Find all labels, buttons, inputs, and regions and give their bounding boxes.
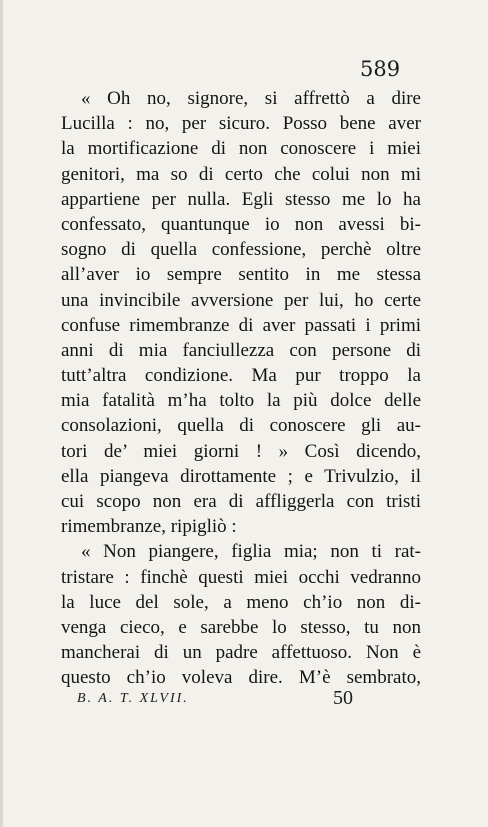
page-footer bbox=[77, 687, 357, 711]
text-line: confuse rimembranze di aver passati i primi bbox=[61, 314, 421, 336]
text-line: tristare : finchè questi miei occhi vedranno bbox=[61, 566, 421, 588]
text-line: sogno di quella confessione, perchè oltre bbox=[61, 239, 421, 261]
text-line: genitori, ma so di certo che colui non mi bbox=[61, 163, 421, 185]
text-line: « Non piangere, figlia mia; non ti rat- bbox=[81, 541, 421, 563]
text-line: una invincibile avversione per lui, ho certe bbox=[61, 289, 421, 311]
text-line: tutt’altra condizione. Ma pur troppo la bbox=[61, 365, 421, 387]
text-line: « Oh no, signore, si affrettò a dire bbox=[81, 88, 421, 109]
printer-signature: B. A. T. XLVII. bbox=[77, 691, 189, 706]
text-line: la luce del sole, a meno ch’io non di- bbox=[61, 591, 421, 613]
text-line: questo ch’io voleva dire. M’è sembrato, bbox=[61, 667, 421, 689]
page-number: 589 bbox=[360, 57, 401, 81]
text-line: venga cieco, e sarebbe lo stesso, tu non bbox=[61, 616, 421, 638]
text-line: confessato, quantunque io non avessi bi- bbox=[61, 213, 421, 235]
text-line: tori de’ miei giorni ! » Così dicendo, bbox=[61, 440, 421, 462]
text-line: cui scopo non era di affliggerla con tristi bbox=[61, 491, 421, 512]
text-line: Lucilla : no, per sicuro. Posso bene aver bbox=[61, 113, 421, 135]
text-line: ella piangeva dirottamente ; e Trivulzio, il bbox=[61, 465, 421, 487]
text-line: all’aver io sempre sentito in me stessa bbox=[61, 264, 421, 286]
text-line: appartiene per nulla. Egli stesso me lo ha bbox=[61, 188, 421, 210]
text-line: la mortificazione di non conoscere i miei bbox=[61, 138, 421, 160]
text-line: mancherai di un padre affettuoso. Non è bbox=[61, 642, 421, 664]
signature-number: 50 bbox=[333, 687, 353, 709]
body-text bbox=[61, 86, 421, 691]
text-line: mia fatalità m’ha tolto la più dolce delle bbox=[61, 390, 421, 412]
text-line: anni di mia fanciullezza con persone di bbox=[61, 339, 421, 361]
text-line: rimembranze, ripigliò : bbox=[61, 516, 237, 538]
text-line: consolazioni, quella di conoscere gli au- bbox=[61, 415, 421, 437]
